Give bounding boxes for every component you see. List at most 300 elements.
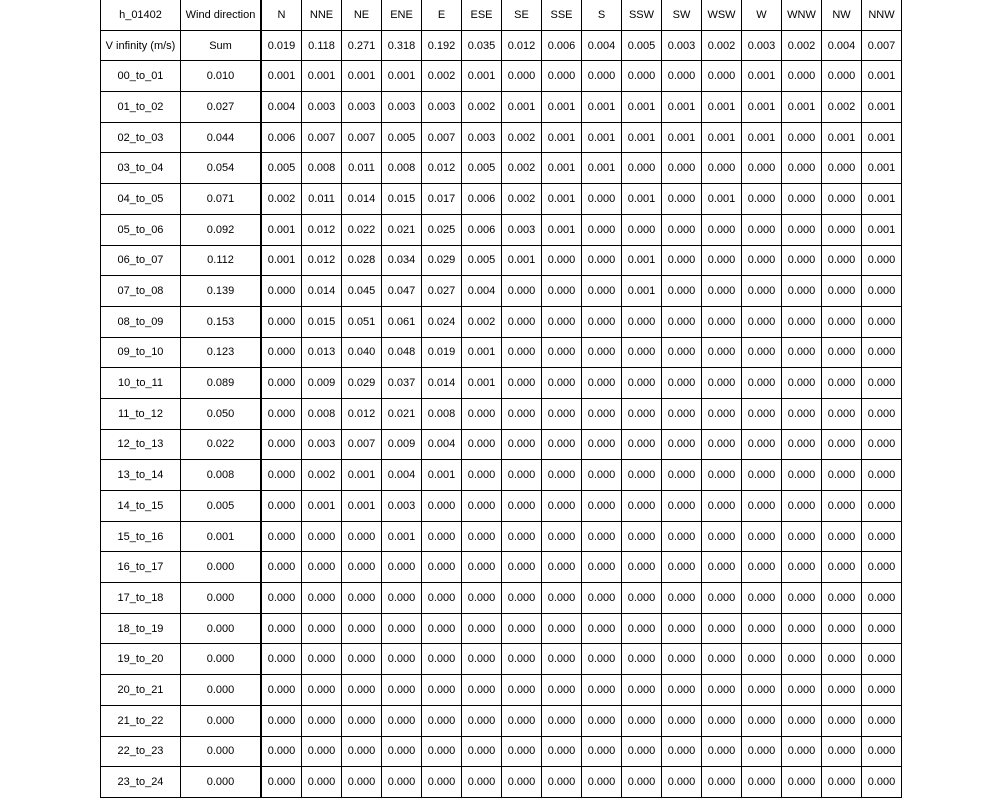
frequency-cell: 0.000 xyxy=(302,767,342,798)
frequency-cell: 0.000 xyxy=(702,368,742,399)
frequency-cell: 0.000 xyxy=(622,552,662,583)
frequency-cell: 0.000 xyxy=(782,736,822,767)
speed-bin-label: 10_to_11 xyxy=(101,368,181,399)
frequency-cell: 0.000 xyxy=(582,675,622,706)
frequency-cell: 0.000 xyxy=(662,552,702,583)
frequency-cell: 0.004 xyxy=(422,429,462,460)
frequency-cell: 0.000 xyxy=(822,306,862,337)
frequency-cell: 0.005 xyxy=(462,245,502,276)
frequency-cell: 0.003 xyxy=(302,92,342,123)
frequency-cell: 0.000 xyxy=(662,736,702,767)
table-row xyxy=(101,491,902,522)
direction-header-nne: NNE xyxy=(302,0,342,30)
frequency-cell: 0.000 xyxy=(862,368,902,399)
frequency-cell: 0.000 xyxy=(582,61,622,92)
frequency-cell: 0.000 xyxy=(862,583,902,614)
frequency-cell: 0.000 xyxy=(702,398,742,429)
speed-bin-sum: 0.000 xyxy=(181,644,262,675)
frequency-cell: 0.000 xyxy=(622,429,662,460)
speed-bin-label: 18_to_19 xyxy=(101,613,181,644)
frequency-cell: 0.000 xyxy=(542,613,582,644)
frequency-cell: 0.002 xyxy=(422,61,462,92)
frequency-cell: 0.000 xyxy=(622,705,662,736)
speed-bin-label: 08_to_09 xyxy=(101,306,181,337)
frequency-cell: 0.000 xyxy=(662,153,702,184)
frequency-cell: 0.004 xyxy=(462,276,502,307)
frequency-cell: 0.001 xyxy=(622,184,662,215)
frequency-cell: 0.000 xyxy=(702,613,742,644)
direction-header-nnw: NNW xyxy=(862,0,902,30)
frequency-cell: 0.000 xyxy=(261,306,302,337)
frequency-cell: 0.000 xyxy=(302,736,342,767)
frequency-cell: 0.000 xyxy=(502,61,542,92)
frequency-cell: 0.000 xyxy=(822,368,862,399)
frequency-cell: 0.001 xyxy=(622,276,662,307)
frequency-cell: 0.000 xyxy=(782,245,822,276)
frequency-cell: 0.000 xyxy=(462,552,502,583)
frequency-cell: 0.001 xyxy=(742,92,782,123)
frequency-cell: 0.000 xyxy=(782,153,822,184)
frequency-cell: 0.000 xyxy=(702,153,742,184)
direction-total-w: 0.003 xyxy=(742,30,782,61)
frequency-cell: 0.000 xyxy=(582,736,622,767)
frequency-cell: 0.000 xyxy=(862,613,902,644)
frequency-cell: 0.000 xyxy=(382,736,422,767)
frequency-cell: 0.001 xyxy=(862,61,902,92)
frequency-cell: 0.000 xyxy=(462,429,502,460)
frequency-cell: 0.045 xyxy=(342,276,382,307)
frequency-cell: 0.000 xyxy=(502,705,542,736)
speed-bin-sum: 0.071 xyxy=(181,184,262,215)
speed-bin-label: 02_to_03 xyxy=(101,122,181,153)
speed-bin-label: 16_to_17 xyxy=(101,552,181,583)
frequency-cell: 0.000 xyxy=(702,644,742,675)
frequency-cell: 0.001 xyxy=(862,122,902,153)
table-row xyxy=(101,644,902,675)
frequency-cell: 0.000 xyxy=(822,644,862,675)
frequency-cell: 0.000 xyxy=(302,675,342,706)
speed-bin-label: 04_to_05 xyxy=(101,184,181,215)
speed-bin-sum: 0.054 xyxy=(181,153,262,184)
frequency-cell: 0.008 xyxy=(382,153,422,184)
frequency-cell: 0.006 xyxy=(261,122,302,153)
frequency-cell: 0.004 xyxy=(382,460,422,491)
frequency-cell: 0.000 xyxy=(542,61,582,92)
speed-bin-sum: 0.000 xyxy=(181,583,262,614)
frequency-cell: 0.000 xyxy=(742,675,782,706)
frequency-cell: 0.000 xyxy=(782,61,822,92)
frequency-cell: 0.001 xyxy=(702,122,742,153)
frequency-cell: 0.001 xyxy=(622,92,662,123)
speed-bin-sum: 0.000 xyxy=(181,736,262,767)
frequency-cell: 0.015 xyxy=(382,184,422,215)
frequency-cell: 0.000 xyxy=(822,491,862,522)
frequency-cell: 0.000 xyxy=(742,705,782,736)
frequency-cell: 0.000 xyxy=(302,552,342,583)
frequency-cell: 0.000 xyxy=(782,306,822,337)
frequency-cell: 0.015 xyxy=(302,306,342,337)
frequency-cell: 0.000 xyxy=(502,491,542,522)
frequency-cell: 0.019 xyxy=(422,337,462,368)
frequency-cell: 0.001 xyxy=(261,214,302,245)
frequency-cell: 0.000 xyxy=(742,736,782,767)
frequency-cell: 0.000 xyxy=(742,491,782,522)
frequency-cell: 0.000 xyxy=(582,552,622,583)
direction-header-se: SE xyxy=(502,0,542,30)
frequency-cell: 0.000 xyxy=(622,337,662,368)
table-row xyxy=(101,276,902,307)
frequency-cell: 0.005 xyxy=(462,153,502,184)
speed-bin-label: 17_to_18 xyxy=(101,583,181,614)
direction-total-s: 0.004 xyxy=(582,30,622,61)
frequency-cell: 0.000 xyxy=(542,398,582,429)
frequency-cell: 0.004 xyxy=(261,92,302,123)
frequency-cell: 0.000 xyxy=(662,245,702,276)
speed-bin-sum: 0.139 xyxy=(181,276,262,307)
table-row xyxy=(101,460,902,491)
frequency-cell: 0.003 xyxy=(422,92,462,123)
speed-bin-label: 23_to_24 xyxy=(101,767,181,798)
frequency-cell: 0.000 xyxy=(782,368,822,399)
frequency-cell: 0.003 xyxy=(342,92,382,123)
frequency-cell: 0.014 xyxy=(302,276,342,307)
frequency-cell: 0.034 xyxy=(382,245,422,276)
frequency-cell: 0.000 xyxy=(502,767,542,798)
frequency-cell: 0.000 xyxy=(261,644,302,675)
frequency-cell: 0.001 xyxy=(702,92,742,123)
frequency-cell: 0.000 xyxy=(542,429,582,460)
frequency-cell: 0.000 xyxy=(261,767,302,798)
frequency-cell: 0.000 xyxy=(542,675,582,706)
frequency-cell: 0.000 xyxy=(662,429,702,460)
speed-bin-sum: 0.092 xyxy=(181,214,262,245)
frequency-cell: 0.000 xyxy=(582,613,622,644)
frequency-cell: 0.000 xyxy=(862,552,902,583)
speed-bin-sum: 0.022 xyxy=(181,429,262,460)
frequency-cell: 0.000 xyxy=(702,491,742,522)
frequency-cell: 0.000 xyxy=(261,583,302,614)
speed-bin-label: 19_to_20 xyxy=(101,644,181,675)
frequency-cell: 0.000 xyxy=(742,644,782,675)
frequency-cell: 0.000 xyxy=(462,644,502,675)
frequency-cell: 0.000 xyxy=(782,613,822,644)
frequency-cell: 0.001 xyxy=(582,92,622,123)
direction-total-se: 0.012 xyxy=(502,30,542,61)
speed-bin-label: 07_to_08 xyxy=(101,276,181,307)
frequency-cell: 0.000 xyxy=(422,521,462,552)
frequency-cell: 0.001 xyxy=(422,460,462,491)
frequency-cell: 0.000 xyxy=(862,460,902,491)
frequency-cell: 0.029 xyxy=(342,368,382,399)
frequency-cell: 0.061 xyxy=(382,306,422,337)
frequency-cell: 0.000 xyxy=(782,644,822,675)
frequency-cell: 0.000 xyxy=(582,583,622,614)
table-row xyxy=(101,153,902,184)
frequency-cell: 0.001 xyxy=(542,92,582,123)
frequency-cell: 0.000 xyxy=(702,460,742,491)
frequency-cell: 0.012 xyxy=(302,245,342,276)
frequency-cell: 0.002 xyxy=(302,460,342,491)
frequency-cell: 0.000 xyxy=(502,429,542,460)
frequency-cell: 0.012 xyxy=(422,153,462,184)
frequency-cell: 0.002 xyxy=(502,122,542,153)
frequency-cell: 0.002 xyxy=(261,184,302,215)
frequency-cell: 0.006 xyxy=(462,184,502,215)
frequency-cell: 0.029 xyxy=(422,245,462,276)
frequency-cell: 0.003 xyxy=(382,491,422,522)
frequency-cell: 0.000 xyxy=(502,306,542,337)
frequency-cell: 0.000 xyxy=(462,460,502,491)
frequency-cell: 0.000 xyxy=(462,675,502,706)
speed-bin-sum: 0.027 xyxy=(181,92,262,123)
frequency-cell: 0.000 xyxy=(622,613,662,644)
speed-bin-sum: 0.044 xyxy=(181,122,262,153)
frequency-cell: 0.000 xyxy=(382,552,422,583)
frequency-cell: 0.000 xyxy=(622,521,662,552)
frequency-cell: 0.000 xyxy=(822,521,862,552)
direction-total-sw: 0.003 xyxy=(662,30,702,61)
direction-total-sse: 0.006 xyxy=(542,30,582,61)
frequency-cell: 0.000 xyxy=(742,245,782,276)
table-row xyxy=(101,306,902,337)
frequency-cell: 0.001 xyxy=(542,214,582,245)
frequency-cell: 0.047 xyxy=(382,276,422,307)
direction-total-wsw: 0.002 xyxy=(702,30,742,61)
frequency-cell: 0.000 xyxy=(582,398,622,429)
frequency-cell: 0.000 xyxy=(462,398,502,429)
frequency-cell: 0.001 xyxy=(702,184,742,215)
speed-bin-sum: 0.000 xyxy=(181,705,262,736)
frequency-cell: 0.000 xyxy=(742,460,782,491)
frequency-cell: 0.000 xyxy=(261,337,302,368)
frequency-cell: 0.000 xyxy=(782,337,822,368)
wind-direction-label: Wind direction xyxy=(181,0,262,30)
table-row xyxy=(101,61,902,92)
frequency-cell: 0.000 xyxy=(782,398,822,429)
frequency-cell: 0.001 xyxy=(462,337,502,368)
frequency-cell: 0.001 xyxy=(582,122,622,153)
frequency-cell: 0.000 xyxy=(622,368,662,399)
frequency-cell: 0.000 xyxy=(622,398,662,429)
frequency-cell: 0.000 xyxy=(702,675,742,706)
frequency-cell: 0.000 xyxy=(261,705,302,736)
frequency-cell: 0.000 xyxy=(662,675,702,706)
frequency-cell: 0.000 xyxy=(702,337,742,368)
frequency-cell: 0.008 xyxy=(422,398,462,429)
speed-bin-label: 05_to_06 xyxy=(101,214,181,245)
table-row xyxy=(101,245,902,276)
direction-header-e: E xyxy=(422,0,462,30)
direction-header-s: S xyxy=(582,0,622,30)
frequency-cell: 0.000 xyxy=(422,613,462,644)
frequency-cell: 0.000 xyxy=(822,61,862,92)
frequency-cell: 0.000 xyxy=(662,61,702,92)
speed-bin-sum: 0.153 xyxy=(181,306,262,337)
sum-label: Sum xyxy=(181,30,262,61)
frequency-cell: 0.000 xyxy=(622,460,662,491)
wind-speed-label: V infinity (m/s) xyxy=(101,30,181,61)
frequency-cell: 0.000 xyxy=(742,521,782,552)
frequency-cell: 0.000 xyxy=(702,552,742,583)
direction-header-wsw: WSW xyxy=(702,0,742,30)
frequency-cell: 0.000 xyxy=(261,736,302,767)
frequency-cell: 0.000 xyxy=(302,613,342,644)
frequency-cell: 0.000 xyxy=(662,184,702,215)
frequency-cell: 0.013 xyxy=(302,337,342,368)
frequency-cell: 0.011 xyxy=(302,184,342,215)
direction-header-w: W xyxy=(742,0,782,30)
frequency-cell: 0.003 xyxy=(382,92,422,123)
frequency-cell: 0.000 xyxy=(582,245,622,276)
direction-total-wnw: 0.002 xyxy=(782,30,822,61)
frequency-cell: 0.008 xyxy=(302,153,342,184)
frequency-cell: 0.000 xyxy=(662,767,702,798)
table-row xyxy=(101,429,902,460)
frequency-cell: 0.024 xyxy=(422,306,462,337)
frequency-cell: 0.000 xyxy=(422,675,462,706)
frequency-cell: 0.014 xyxy=(342,184,382,215)
speed-bin-sum: 0.008 xyxy=(181,460,262,491)
frequency-cell: 0.001 xyxy=(342,460,382,491)
direction-total-n: 0.019 xyxy=(261,30,302,61)
frequency-cell: 0.000 xyxy=(782,705,822,736)
frequency-cell: 0.000 xyxy=(702,705,742,736)
frequency-cell: 0.001 xyxy=(742,122,782,153)
frequency-cell: 0.000 xyxy=(502,368,542,399)
frequency-cell: 0.000 xyxy=(542,705,582,736)
frequency-cell: 0.000 xyxy=(582,214,622,245)
frequency-cell: 0.001 xyxy=(261,61,302,92)
frequency-cell: 0.000 xyxy=(662,583,702,614)
frequency-cell: 0.005 xyxy=(382,122,422,153)
frequency-cell: 0.000 xyxy=(782,491,822,522)
frequency-cell: 0.000 xyxy=(702,521,742,552)
frequency-cell: 0.000 xyxy=(822,767,862,798)
frequency-cell: 0.000 xyxy=(862,705,902,736)
frequency-cell: 0.000 xyxy=(302,705,342,736)
table-corner-label: h_01402 xyxy=(101,0,181,30)
direction-header-wnw: WNW xyxy=(782,0,822,30)
frequency-cell: 0.000 xyxy=(742,214,782,245)
frequency-cell: 0.000 xyxy=(662,644,702,675)
frequency-cell: 0.000 xyxy=(862,337,902,368)
frequency-cell: 0.001 xyxy=(662,92,702,123)
frequency-cell: 0.000 xyxy=(542,644,582,675)
frequency-cell: 0.000 xyxy=(542,736,582,767)
frequency-cell: 0.000 xyxy=(782,184,822,215)
frequency-cell: 0.007 xyxy=(342,429,382,460)
frequency-cell: 0.000 xyxy=(502,276,542,307)
frequency-cell: 0.000 xyxy=(582,276,622,307)
frequency-cell: 0.000 xyxy=(822,337,862,368)
frequency-cell: 0.000 xyxy=(822,276,862,307)
frequency-cell: 0.000 xyxy=(662,398,702,429)
frequency-cell: 0.000 xyxy=(822,245,862,276)
speed-bin-sum: 0.001 xyxy=(181,521,262,552)
direction-header-n: N xyxy=(261,0,302,30)
frequency-cell: 0.000 xyxy=(702,245,742,276)
frequency-cell: 0.000 xyxy=(502,521,542,552)
frequency-cell: 0.000 xyxy=(261,398,302,429)
frequency-cell: 0.000 xyxy=(502,675,542,706)
frequency-cell: 0.048 xyxy=(382,337,422,368)
frequency-cell: 0.000 xyxy=(662,521,702,552)
frequency-cell: 0.000 xyxy=(462,736,502,767)
frequency-cell: 0.000 xyxy=(702,306,742,337)
frequency-cell: 0.000 xyxy=(261,491,302,522)
frequency-cell: 0.000 xyxy=(862,276,902,307)
frequency-cell: 0.001 xyxy=(542,184,582,215)
frequency-cell: 0.000 xyxy=(702,736,742,767)
speed-bin-sum: 0.000 xyxy=(181,613,262,644)
frequency-cell: 0.001 xyxy=(342,491,382,522)
frequency-cell: 0.000 xyxy=(382,644,422,675)
frequency-cell: 0.000 xyxy=(622,153,662,184)
table-row xyxy=(101,583,902,614)
frequency-cell: 0.000 xyxy=(862,736,902,767)
direction-total-nw: 0.004 xyxy=(822,30,862,61)
frequency-cell: 0.000 xyxy=(622,61,662,92)
direction-header-sw: SW xyxy=(662,0,702,30)
frequency-cell: 0.000 xyxy=(862,767,902,798)
frequency-cell: 0.000 xyxy=(862,491,902,522)
frequency-cell: 0.000 xyxy=(382,675,422,706)
frequency-cell: 0.003 xyxy=(302,429,342,460)
frequency-cell: 0.001 xyxy=(462,61,502,92)
frequency-cell: 0.000 xyxy=(462,705,502,736)
frequency-cell: 0.009 xyxy=(382,429,422,460)
frequency-cell: 0.007 xyxy=(422,122,462,153)
frequency-cell: 0.000 xyxy=(822,675,862,706)
direction-header-ssw: SSW xyxy=(622,0,662,30)
frequency-cell: 0.000 xyxy=(622,675,662,706)
frequency-cell: 0.000 xyxy=(742,153,782,184)
frequency-cell: 0.003 xyxy=(502,214,542,245)
frequency-cell: 0.000 xyxy=(662,491,702,522)
frequency-cell: 0.000 xyxy=(822,153,862,184)
frequency-cell: 0.000 xyxy=(742,337,782,368)
direction-total-ssw: 0.005 xyxy=(622,30,662,61)
frequency-cell: 0.002 xyxy=(462,306,502,337)
frequency-cell: 0.000 xyxy=(742,552,782,583)
table-row xyxy=(101,398,902,429)
speed-bin-sum: 0.112 xyxy=(181,245,262,276)
frequency-cell: 0.000 xyxy=(542,552,582,583)
frequency-cell: 0.000 xyxy=(822,398,862,429)
frequency-cell: 0.000 xyxy=(502,337,542,368)
frequency-cell: 0.000 xyxy=(582,337,622,368)
frequency-cell: 0.000 xyxy=(302,583,342,614)
frequency-cell: 0.000 xyxy=(742,368,782,399)
frequency-cell: 0.000 xyxy=(342,675,382,706)
frequency-cell: 0.000 xyxy=(422,583,462,614)
frequency-cell: 0.000 xyxy=(462,521,502,552)
frequency-cell: 0.001 xyxy=(542,122,582,153)
frequency-cell: 0.000 xyxy=(662,337,702,368)
frequency-cell: 0.000 xyxy=(662,613,702,644)
frequency-cell: 0.000 xyxy=(342,767,382,798)
frequency-cell: 0.000 xyxy=(462,491,502,522)
frequency-cell: 0.000 xyxy=(542,245,582,276)
frequency-cell: 0.000 xyxy=(662,368,702,399)
frequency-cell: 0.000 xyxy=(382,705,422,736)
frequency-cell: 0.000 xyxy=(702,61,742,92)
speed-bin-sum: 0.005 xyxy=(181,491,262,522)
frequency-cell: 0.000 xyxy=(822,736,862,767)
frequency-cell: 0.000 xyxy=(742,767,782,798)
frequency-cell: 0.000 xyxy=(862,644,902,675)
frequency-cell: 0.000 xyxy=(542,337,582,368)
